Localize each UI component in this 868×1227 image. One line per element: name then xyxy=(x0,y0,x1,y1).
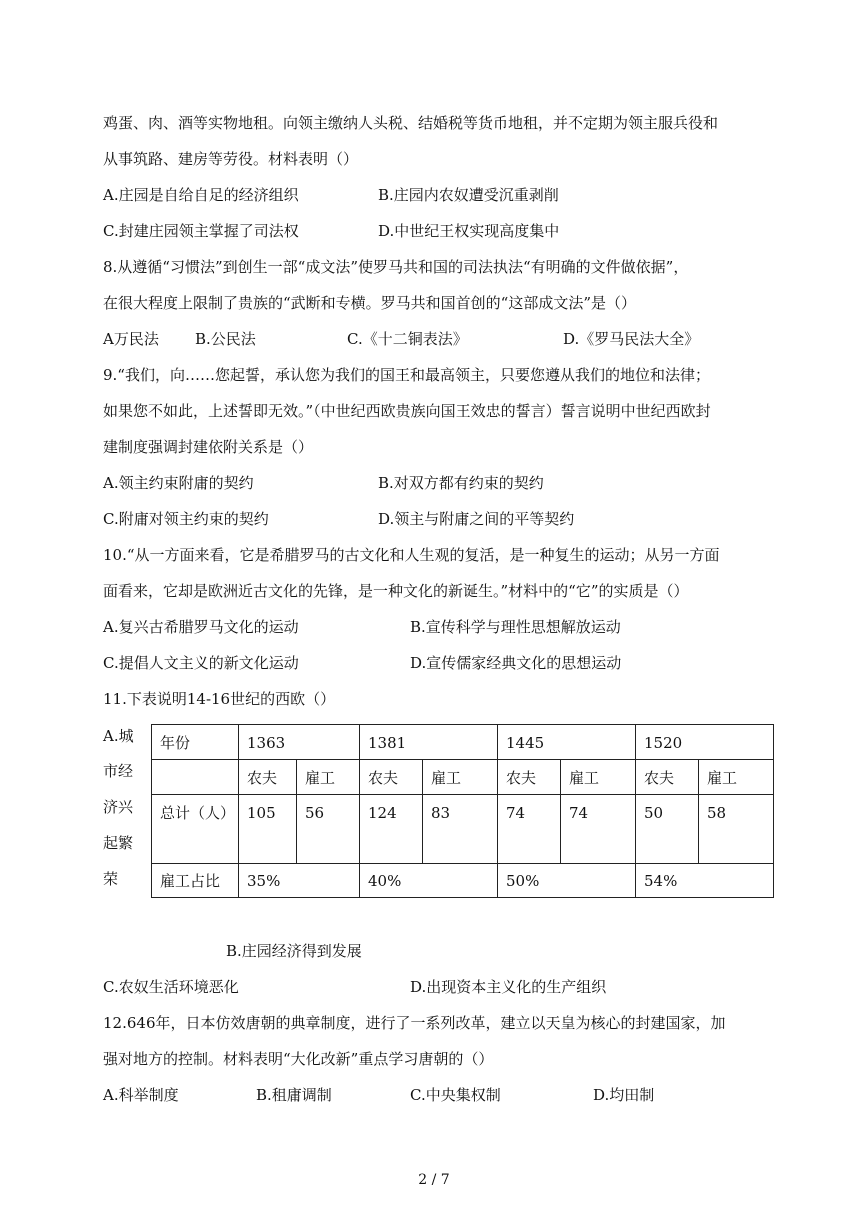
table-cell: 农夫 xyxy=(498,760,561,795)
option-a-char: 济兴 xyxy=(103,798,134,816)
option-c: C.提倡人文主义的新文化运动 xyxy=(103,654,299,672)
table-cell: 40% xyxy=(360,864,498,898)
table-cell: 农夫 xyxy=(360,760,423,795)
option-b: B.宣传科学与理性思想解放运动 xyxy=(410,618,621,636)
table-cell: 54% xyxy=(636,864,774,898)
question-8: 8.从遵循“习惯法”到创生一部“成文法”使罗马共和国的司法执法“有明确的文件做依据”， xyxy=(103,258,689,276)
option-b: B.庄园内农奴遭受沉重剥削 xyxy=(378,186,559,204)
table-cell: 农夫 xyxy=(239,760,297,795)
table-cell: 雇工 xyxy=(699,760,774,795)
option-c: C.《十二铜表法》 xyxy=(347,330,468,348)
option-a-char: 起繁 xyxy=(103,834,134,852)
option-c: C.封建庄园领主掌握了司法权 xyxy=(103,222,299,240)
option-b: B.对双方都有约束的契约 xyxy=(378,474,544,492)
table-cell: 雇工 xyxy=(423,760,498,795)
option-d: D.领主与附庸之间的平等契约 xyxy=(378,510,575,528)
table-row-label: 雇工占比 xyxy=(152,864,239,898)
option-b: B.公民法 xyxy=(195,330,256,348)
table-cell: 83 xyxy=(423,795,498,864)
table-cell: 雇工 xyxy=(297,760,360,795)
question-12: 12.646年，日本仿效唐朝的典章制度，进行了一系列改革，建立以天皇为核心的封建国家，加 xyxy=(103,1014,726,1032)
option-d: D.出现资本主义化的生产组织 xyxy=(410,978,607,996)
table-cell xyxy=(152,760,239,795)
table-cell: 74 xyxy=(498,795,561,864)
table-cell: 50 xyxy=(636,795,699,864)
table-row-label: 总计（人） xyxy=(152,795,239,864)
table-cell: 58 xyxy=(699,795,774,864)
table-year-cell: 1381 xyxy=(360,725,498,760)
text-line: 如果您不如此，上述誓即无效。”（中世纪西欧贵族向国王效忠的誓言）誓言说明中世纪西欧封 xyxy=(103,402,711,420)
option-d: D.均田制 xyxy=(593,1086,655,1104)
table-cell: 105 xyxy=(239,795,297,864)
text-line: 强对地方的控制。材料表明“大化改新”重点学习唐朝的（） xyxy=(103,1050,494,1068)
table-cell: 124 xyxy=(360,795,423,864)
option-d: D.《罗马民法大全》 xyxy=(563,330,700,348)
option-c: C.附庸对领主约束的契约 xyxy=(103,510,269,528)
option-a: A万民法 xyxy=(103,330,159,348)
table-year-cell: 1363 xyxy=(239,725,360,760)
table-cell: 50% xyxy=(498,864,636,898)
table-cell: 农夫 xyxy=(636,760,699,795)
table-cell: 35% xyxy=(239,864,360,898)
option-a: A.庄园是自给自足的经济组织 xyxy=(103,186,299,204)
option-c: C.中央集权制 xyxy=(410,1086,501,1104)
table-cell: 74 xyxy=(561,795,636,864)
question-9: 9.“我们，向……您起誓，承认您为我们的国王和最高领主，只要您遵从我们的地位和法律； xyxy=(103,366,710,384)
text-line: 鸡蛋、肉、酒等实物地租。向领主缴纳人头税、结婚税等货币地租，并不定期为领主服兵役和 xyxy=(103,114,719,132)
option-d: D.中世纪王权实现高度集中 xyxy=(378,222,560,240)
text-line: 面看来，它却是欧洲近古文化的先锋，是一种文化的新诞生。”材料中的“它”的实质是（） xyxy=(103,582,689,600)
page-number: 2 / 7 xyxy=(418,1172,450,1188)
option-b: B.庄园经济得到发展 xyxy=(226,942,362,960)
table-cell: 56 xyxy=(297,795,360,864)
option-a-char: A.城 xyxy=(103,727,134,745)
option-a-char: 市经 xyxy=(103,762,134,780)
option-d: D.宣传儒家经典文化的思想运动 xyxy=(410,654,622,672)
question-11: 11.下表说明14-16世纪的西欧（） xyxy=(103,690,336,708)
option-a: A.复兴古希腊罗马文化的运动 xyxy=(103,618,299,636)
text-line: 从事筑路、建房等劳役。材料表明（） xyxy=(103,150,359,168)
table-year-cell: 1445 xyxy=(498,725,636,760)
option-a: A.科举制度 xyxy=(103,1086,179,1104)
option-a-char: 荣 xyxy=(103,870,119,888)
text-line: 在很大程度上限制了贵族的“武断和专横。罗马共和国首创的“这部成文法”是（） xyxy=(103,294,637,312)
option-a: A.领主约束附庸的契约 xyxy=(103,474,254,492)
question-10: 10.“从一方面来看，它是希腊罗马的古文化和人生观的复活，是一种复生的运动；从另一方面 xyxy=(103,546,720,564)
table-header-cell: 年份 xyxy=(152,725,239,760)
table-year-cell: 1520 xyxy=(636,725,774,760)
option-c: C.农奴生活环境恶化 xyxy=(103,978,239,996)
table-cell: 雇工 xyxy=(561,760,636,795)
option-b: B.租庸调制 xyxy=(256,1086,332,1104)
text-line: 建制度强调封建依附关系是（） xyxy=(103,438,314,456)
data-table xyxy=(151,724,774,898)
